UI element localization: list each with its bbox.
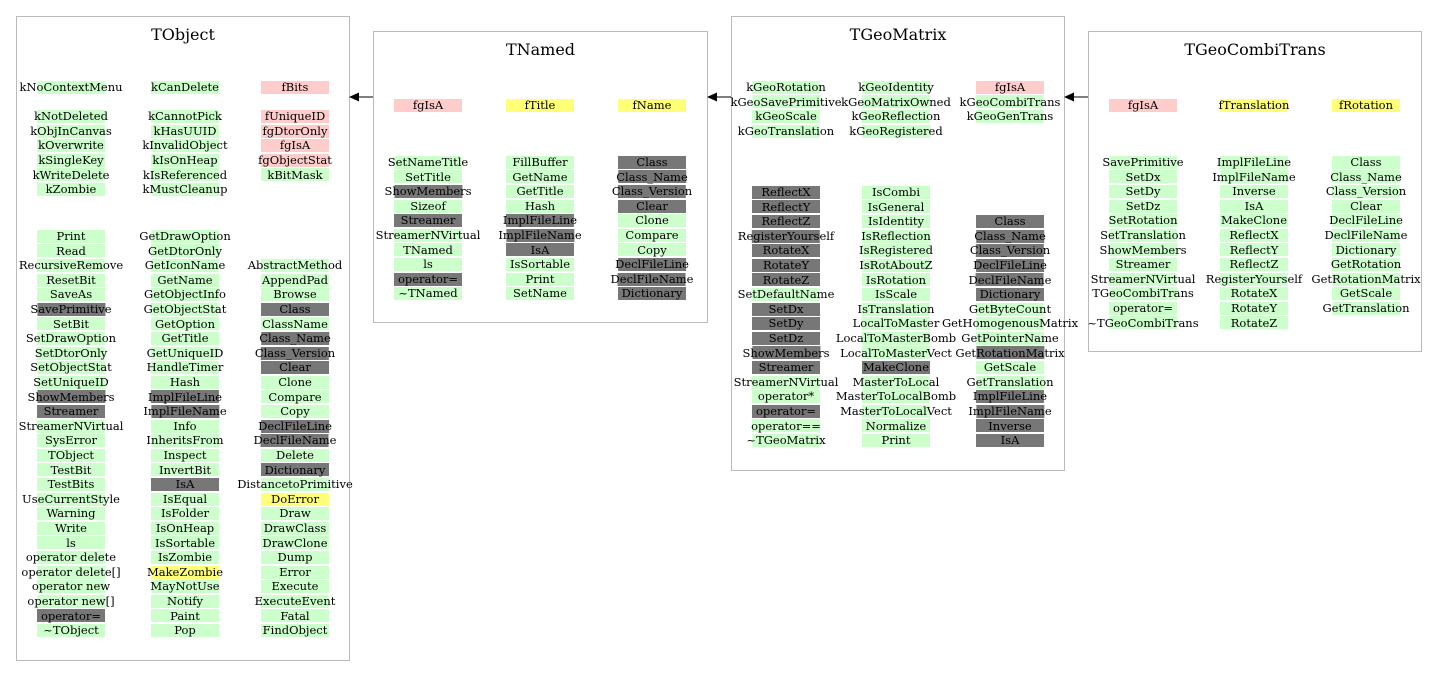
member-method-label: ShowMembers [742, 345, 830, 360]
member-method-label: IsCombi [862, 185, 930, 200]
member-data-label: fgObjectStat [258, 153, 332, 167]
member-method-label: Class_Version [1325, 184, 1407, 199]
member-data-label: kBitMask [261, 168, 329, 183]
member-method-label: MasterToLocalVect [840, 404, 952, 418]
member-data-label: kNotDeleted [34, 109, 108, 124]
member-method-label: SetRotation [1108, 213, 1178, 228]
member-method-label: Clear [618, 199, 686, 214]
member-method-label: IsRotation [862, 273, 930, 288]
member-method-label: operator new [31, 579, 111, 594]
member-method-label: SetObjectStat [30, 360, 112, 375]
class-title: TGeoMatrix [849, 25, 947, 44]
member-method-label: ~TGeoCombiTrans [1087, 315, 1199, 330]
member-data-label: fName [618, 98, 686, 113]
class-title: TNamed [505, 40, 576, 59]
member-method-label: Class_Version [611, 184, 693, 199]
member-method-label: ~TGeoMatrix [746, 433, 826, 448]
member-method-label: GetUniqueID [146, 345, 224, 360]
member-method-label: GetScale [1332, 286, 1400, 301]
member-method-label: AppendPad [261, 272, 329, 287]
member-method-label: Streamer [1109, 257, 1177, 272]
member-method-label: ImplFileName [1212, 169, 1296, 184]
member-method-label: ShowMembers [384, 184, 472, 199]
member-method-label: RotateY [1220, 301, 1288, 316]
member-method-label: operator= [37, 609, 105, 624]
member-method-label: Clone [261, 375, 329, 390]
member-method-label: Sizeof [394, 199, 462, 214]
member-method-label: Class_Name [616, 169, 688, 184]
member-method-label: IsIdentity [862, 214, 930, 229]
member-method-label: DeclFileLine [615, 257, 689, 272]
member-data-label: fgDtorOnly [262, 123, 328, 138]
member-method-label: Class [976, 214, 1044, 229]
inheritance-arrow [707, 91, 731, 103]
member-data-label: kOverwrite [38, 138, 104, 153]
member-method-label: ReflectY [752, 200, 820, 215]
member-method-label: Dictionary [1332, 243, 1400, 258]
member-method-label: Inverse [976, 419, 1044, 434]
member-method-label: SaveAs [37, 287, 105, 302]
member-method-label: MasterToLocal [852, 374, 940, 389]
member-method-label: Notify [151, 594, 219, 609]
member-method-label: Compare [618, 228, 686, 243]
member-method-label: Streamer [752, 360, 820, 375]
member-method-label: ImplFileLine [502, 213, 578, 228]
member-method-label: ExecuteEvent [254, 594, 336, 608]
member-method-label: IsA [151, 477, 219, 492]
member-method-label: ImplFileName [968, 404, 1052, 418]
member-method-label: MakeZombie [146, 564, 224, 579]
member-method-label: Draw [261, 506, 329, 521]
member-method-label: StreamerNVirtual [18, 418, 124, 433]
member-method-label: DeclFileLine [258, 418, 332, 433]
member-method-label: Class_Version [254, 345, 336, 360]
member-data-label: kGeoIdentity [858, 80, 934, 94]
member-method-label: DeclFileLine [1329, 213, 1403, 228]
member-method-label: ReflectX [752, 185, 820, 200]
member-method-label: Browse [261, 287, 329, 302]
member-method-label: Dictionary [976, 287, 1044, 302]
member-method-label: Pop [151, 623, 219, 638]
member-data-label: kNoContextMenu [19, 80, 123, 94]
member-method-label: SetBit [37, 317, 105, 332]
member-method-label: LocalToMaster [852, 316, 940, 331]
member-method-label: GetRotationMatrix [1311, 271, 1421, 286]
member-method-label: RotateZ [752, 273, 820, 288]
member-method-label: SavePrimitive [1102, 155, 1184, 169]
member-data-label: kGeoScale [752, 109, 820, 124]
member-method-label: Paint [151, 609, 219, 624]
member-method-label: InvertBit [151, 463, 219, 478]
inheritance-arrow [349, 91, 373, 103]
member-data-label: kGeoMatrixOwned [841, 94, 951, 109]
member-method-label: RegisterYourself [1205, 271, 1303, 286]
member-method-label: ShowMembers [27, 389, 115, 404]
member-method-label: SetDz [1109, 199, 1177, 214]
member-method-label: Error [261, 565, 329, 580]
member-method-label: IsReflection [861, 228, 931, 243]
member-data-label: kGeoReflection [851, 109, 941, 124]
member-data-label: kZombie [37, 182, 105, 197]
member-method-label: RotateX [1220, 286, 1288, 301]
member-method-label: Hash [151, 375, 219, 390]
member-method-label: ResetBit [37, 273, 105, 288]
member-method-label: SetTitle [394, 170, 462, 185]
member-data-label: kGeoTranslation [737, 123, 835, 138]
member-method-label: ClassName [262, 316, 328, 331]
member-method-label: operator= [752, 404, 820, 419]
member-method-label: IsA [976, 433, 1044, 448]
member-method-label: Read [37, 244, 105, 259]
member-method-label: GetOption [151, 317, 219, 332]
member-method-label: Class [618, 155, 686, 170]
member-data-label: kMustCleanup [142, 182, 228, 197]
member-method-label: Info [151, 419, 219, 434]
member-method-label: SetDy [1109, 184, 1177, 199]
member-method-label: IsTranslation [857, 301, 935, 316]
member-method-label: operator= [394, 272, 462, 287]
member-method-label: LocalToMasterBomb [835, 331, 957, 345]
member-method-label: ImplFileLine [147, 389, 223, 404]
member-data-label: kGeoGenTrans [966, 109, 1054, 124]
member-data-label: kWriteDelete [32, 167, 110, 182]
member-method-label: ReflectX [1220, 228, 1288, 243]
member-data-label: fgIsA [394, 98, 462, 113]
member-method-label: LocalToMasterVect [840, 345, 952, 360]
member-method-label: ImplFileName [498, 228, 582, 242]
member-method-label: Dictionary [618, 286, 686, 301]
member-method-label: IsGeneral [862, 200, 930, 215]
member-method-label: GetObjectStat [143, 302, 227, 316]
member-method-label: Copy [618, 243, 686, 258]
member-method-label: operator== [751, 418, 821, 433]
member-method-label: Streamer [37, 404, 105, 419]
member-method-label: ImplFileLine [972, 389, 1048, 404]
member-method-label: FindObject [262, 623, 328, 638]
member-method-label: Print [506, 272, 574, 287]
member-data-label: kGeoSavePrimitive [730, 94, 842, 109]
member-method-label: AbstractMethod [247, 258, 343, 273]
member-method-label: SetNameTitle [387, 155, 469, 169]
member-data-label: kHasUUID [151, 124, 219, 139]
member-data-label: fgIsA [1109, 98, 1177, 113]
member-method-label: GetRotation [1330, 257, 1402, 272]
member-method-label: IsA [1220, 199, 1288, 214]
member-method-label: Dump [261, 550, 329, 565]
member-method-label: FillBuffer [506, 155, 574, 170]
member-method-label: DoError [261, 492, 329, 507]
member-method-label: IsRegistered [859, 243, 933, 258]
member-method-label: SetName [506, 286, 574, 301]
member-method-label: SetDefaultName [737, 287, 835, 302]
member-data-label: kObjInCanvas [30, 123, 112, 138]
member-method-label: StreamerNVirtual [733, 374, 839, 389]
member-method-label: Class_Name [974, 228, 1046, 243]
member-method-label: UseCurrentStyle [22, 491, 120, 506]
member-method-label: Write [37, 521, 105, 536]
member-method-label: Class_Name [1330, 169, 1402, 184]
member-method-label: GetRotationMatrix [955, 345, 1065, 360]
member-method-label: DeclFileName [253, 433, 337, 448]
member-method-label: SetDy [752, 316, 820, 331]
member-data-label: fgIsA [976, 80, 1044, 95]
member-data-label: fTitle [506, 98, 574, 113]
member-method-label: Streamer [394, 213, 462, 228]
member-method-label: ~TObject [37, 623, 105, 638]
member-data-label: kCannotPick [148, 109, 222, 124]
member-data-label: kCanDelete [151, 80, 219, 94]
member-method-label: SysError [37, 433, 105, 448]
member-method-label: Class [1332, 155, 1400, 170]
member-method-label: StreamerNVirtual [1090, 271, 1196, 286]
member-method-label: Fatal [261, 609, 329, 624]
member-method-label: MakeClone [1220, 213, 1288, 228]
member-method-label: SetDtorOnly [34, 345, 108, 360]
member-data-label: kGeoCombiTrans [959, 94, 1061, 109]
member-method-label: Inverse [1220, 184, 1288, 199]
member-data-label: kIsReferenced [142, 167, 228, 182]
class-title: TObject [151, 25, 215, 44]
member-method-label: Class_Version [969, 243, 1051, 258]
member-method-label: operator new[] [27, 594, 115, 608]
member-method-label: Normalize [862, 419, 930, 434]
member-method-label: Print [862, 433, 930, 448]
member-data-label: fRotation [1332, 98, 1400, 113]
member-method-label: GetDtorOnly [148, 243, 222, 258]
member-method-label: ~TNamed [394, 286, 462, 301]
member-method-label: Class [261, 302, 329, 317]
member-method-label: TObject [37, 448, 105, 463]
inheritance-arrow [1064, 91, 1088, 103]
member-method-label: GetPointerName [961, 331, 1059, 345]
member-method-label: Warning [37, 506, 105, 521]
member-method-label: RotateZ [1220, 316, 1288, 331]
member-method-label: IsRotAboutZ [859, 258, 933, 272]
member-method-label: ReflectY [1220, 243, 1288, 258]
member-data-label: fTranslation [1218, 98, 1290, 112]
member-method-label: IsScale [862, 287, 930, 302]
member-method-label: GetName [151, 273, 219, 288]
member-method-label: ImplFileName [143, 404, 227, 419]
member-method-label: TestBit [37, 463, 105, 478]
member-method-label: SetDx [1109, 170, 1177, 185]
member-method-label: SetTranslation [1100, 228, 1186, 242]
member-method-label: IsZombie [151, 550, 219, 565]
member-method-label: StreamerNVirtual [375, 228, 481, 242]
member-method-label: SetDx [752, 302, 820, 317]
member-data-label: kGeoRotation [746, 80, 826, 94]
member-method-label: TGeoCombiTrans [1092, 286, 1194, 301]
member-method-label: IsA [506, 243, 574, 258]
member-method-label: RecursiveRemove [18, 258, 124, 273]
member-method-label: Execute [261, 579, 329, 594]
member-method-label: GetScale [976, 360, 1044, 375]
member-method-label: operator* [752, 389, 820, 404]
member-method-label: DeclFileName [610, 271, 694, 286]
member-method-label: ImplFileLine [1216, 155, 1292, 169]
member-method-label: GetTranslation [966, 374, 1054, 389]
member-method-label: SetDrawOption [25, 331, 117, 346]
member-method-label: MakeClone [862, 360, 930, 375]
member-method-label: Hash [506, 199, 574, 214]
member-method-label: GetHomogenousMatrix [941, 316, 1079, 331]
member-method-label: DrawClone [262, 535, 328, 550]
member-method-label: SetDz [752, 331, 820, 346]
member-method-label: Delete [261, 448, 329, 463]
member-data-label: fUniqueID [261, 109, 329, 124]
member-method-label: Compare [261, 390, 329, 405]
member-method-label: RotateY [752, 258, 820, 273]
member-method-label: GetIconName [144, 258, 226, 273]
member-method-label: DrawClass [261, 521, 329, 536]
member-method-label: ls [394, 257, 462, 272]
member-method-label: Class_Name [259, 331, 331, 346]
member-method-label: operator delete[] [21, 564, 121, 579]
member-method-label: DeclFileName [968, 272, 1052, 287]
member-data-label: kInvalidObject [142, 138, 228, 153]
member-method-label: operator delete [25, 550, 117, 565]
member-method-label: MasterToLocalBomb [835, 389, 957, 404]
member-data-label: kIsOnHeap [152, 153, 218, 167]
member-method-label: SetUniqueID [33, 375, 109, 389]
member-method-label: InheritsFrom [146, 433, 224, 448]
member-method-label: Clear [1332, 199, 1400, 214]
member-data-label: kSingleKey [38, 153, 104, 167]
member-method-label: RotateX [752, 243, 820, 258]
member-method-label: DeclFileLine [973, 258, 1047, 272]
member-method-label: Clone [618, 213, 686, 228]
member-method-label: RegisterYourself [737, 228, 835, 243]
member-method-label: IsOnHeap [151, 521, 219, 536]
member-method-label: Print [37, 229, 105, 244]
class-title: TGeoCombiTrans [1184, 40, 1326, 59]
member-method-label: Copy [261, 404, 329, 419]
member-method-label: GetTranslation [1322, 301, 1410, 315]
member-method-label: Clear [261, 360, 329, 375]
member-method-label: DeclFileName [1324, 228, 1408, 242]
member-method-label: TestBits [37, 477, 105, 492]
member-method-label: IsSortable [506, 257, 574, 272]
member-method-label: IsEqual [151, 492, 219, 507]
member-method-label: GetName [506, 170, 574, 185]
member-data-label: fBits [261, 80, 329, 95]
member-method-label: ReflectZ [752, 214, 820, 229]
member-method-label: GetObjectInfo [144, 287, 226, 302]
member-method-label: GetByteCount [968, 301, 1052, 316]
member-method-label: Inspect [151, 448, 219, 463]
member-method-label: operator= [1109, 301, 1177, 316]
member-method-label: IsSortable [151, 536, 219, 551]
member-method-label: ReflectZ [1220, 257, 1288, 272]
member-method-label: HandleTimer [146, 360, 224, 375]
member-method-label: DistancetoPrimitive [237, 477, 353, 492]
member-method-label: GetTitle [506, 184, 574, 199]
member-method-label: MayNotUse [150, 579, 220, 594]
member-method-label: SavePrimitive [30, 302, 112, 316]
member-data-label: fgIsA [261, 138, 329, 153]
member-method-label: TNamed [394, 243, 462, 258]
member-method-label: Dictionary [261, 463, 329, 478]
member-method-label: IsFolder [151, 506, 219, 521]
member-data-label: kGeoRegistered [849, 123, 943, 138]
member-method-label: GetTitle [151, 331, 219, 346]
member-method-label: GetDrawOption [139, 229, 231, 243]
member-method-label: ls [37, 536, 105, 551]
member-method-label: ShowMembers [1099, 242, 1187, 257]
